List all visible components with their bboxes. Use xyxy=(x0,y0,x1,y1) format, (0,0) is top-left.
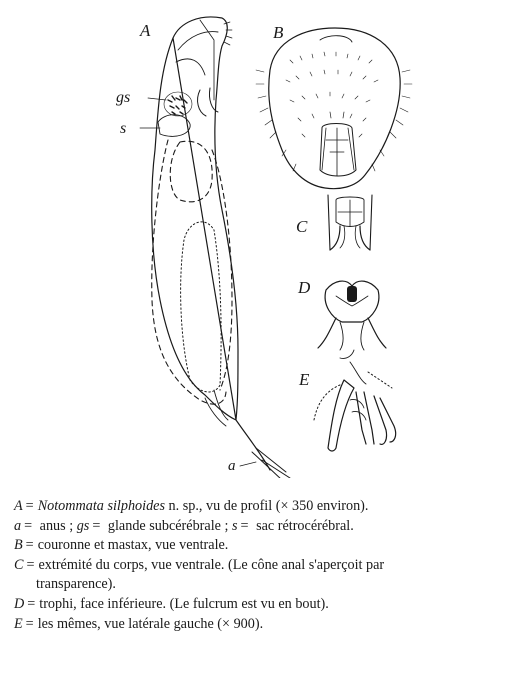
gs-label: gs xyxy=(116,89,131,106)
caption-text: trophi, face inférieure. (Le fulcrum est vu en bout). xyxy=(39,595,329,612)
caption-line-c xyxy=(14,556,524,576)
figure-a-label: A xyxy=(140,21,151,40)
figure-e-drawing xyxy=(314,350,396,451)
figure-c-label: C xyxy=(296,217,308,236)
caption-eq: = xyxy=(25,498,34,514)
caption-line-c-continued xyxy=(14,575,524,595)
figure-a-drawing xyxy=(140,17,290,478)
caption-eq: = xyxy=(240,517,249,534)
figure-caption xyxy=(14,497,524,634)
figure-d-label: D xyxy=(298,278,311,297)
species-name: Notommata silphoides xyxy=(37,498,165,514)
caption-text: n. sp., vu de profil (× 350 environ). xyxy=(165,498,369,514)
gs-gland xyxy=(164,92,192,116)
caption-text: transparence). xyxy=(36,576,116,593)
caption-eq: = xyxy=(25,537,34,554)
caption-eq: = xyxy=(24,517,33,534)
caption-line-d xyxy=(14,595,524,615)
s-label: s xyxy=(120,120,127,137)
figure-d-drawing xyxy=(318,281,386,350)
caption-line-b xyxy=(14,536,524,556)
figure-b-label: B xyxy=(273,23,284,42)
caption-var-a: A xyxy=(14,498,23,514)
caption-var-b: B xyxy=(14,537,23,554)
caption-text: couronne et mastax, vue ventrale. xyxy=(37,537,229,554)
caption-var-d: D xyxy=(14,595,25,612)
caption-eq: = xyxy=(26,556,35,573)
caption-text: anus ; xyxy=(36,517,77,534)
caption-line-a xyxy=(14,497,524,517)
caption-text: extrémité du corps, vue ventrale. (Le cône anal s'aperçoit par xyxy=(38,556,385,573)
caption-line-e xyxy=(14,615,524,635)
caption-text: les mêmes, vue latérale gauche (× 900). xyxy=(37,615,264,632)
caption-text: glande subcérébrale ; xyxy=(104,517,232,534)
caption-eq: = xyxy=(92,517,101,534)
caption-text: sac rétrocérébral. xyxy=(252,517,354,534)
figure-e-label: E xyxy=(299,370,310,389)
caption-eq: = xyxy=(27,595,36,612)
figure-c-drawing xyxy=(328,195,372,250)
caption-var-a-anus: a xyxy=(14,517,22,534)
caption-var-c: C xyxy=(14,556,24,573)
caption-var-gs: gs xyxy=(76,517,90,534)
caption-var-e: E xyxy=(14,615,23,632)
caption-eq: = xyxy=(25,615,34,632)
a-label: a xyxy=(228,458,236,474)
figure-b-drawing xyxy=(256,28,412,189)
caption-var-s: s xyxy=(231,517,238,534)
caption-line-abbrev xyxy=(14,517,524,537)
